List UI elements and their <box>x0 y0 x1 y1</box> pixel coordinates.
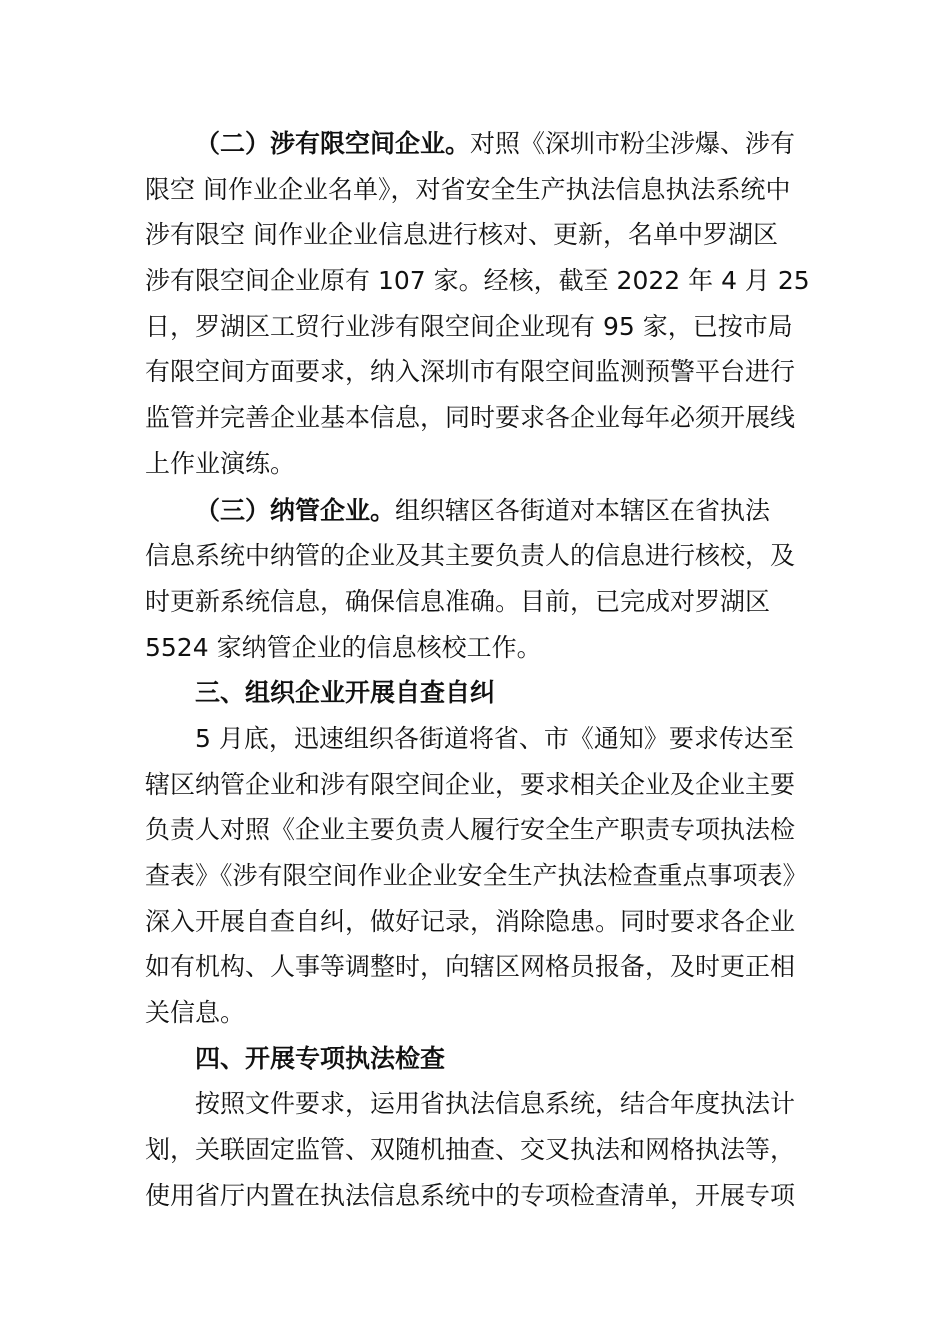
paragraph-line <box>145 762 815 808</box>
paragraph-line <box>145 853 815 899</box>
paragraph-text: 划，关联固定监管、双随机抽查、交叉执法和网格执法等， <box>145 1135 796 1164</box>
paragraph-text: 查表》《涉有限空间作业企业安全生产执法检查重点事项表》 <box>145 861 808 890</box>
paragraph-text: 深入开展自查自纠，做好记录，消除隐患。同时要求各企业 <box>145 907 796 936</box>
subheading-lead: （二）涉有限空间企业。 <box>195 129 471 158</box>
paragraph-line <box>145 625 815 671</box>
paragraph-line <box>145 212 815 258</box>
paragraph-line <box>145 395 815 441</box>
subheading-lead: （三）纳管企业。 <box>195 496 396 525</box>
paragraph-line <box>195 488 815 534</box>
paragraph-line <box>195 716 815 762</box>
paragraph-line <box>195 1081 815 1127</box>
paragraph-text: 5 月底，迅速组织各街道将省、市《通知》要求传达至 <box>195 724 794 753</box>
paragraph-text: 5524 家纳管企业的信息核校工作。 <box>145 633 542 662</box>
section-heading-text: 三、组织企业开展自查自纠 <box>195 678 496 707</box>
paragraph-text: 信息系统中纳管的企业及其主要负责人的信息进行核校，及 <box>145 541 796 570</box>
paragraph-line <box>145 899 815 945</box>
paragraph-line <box>145 533 815 579</box>
paragraph-line <box>145 1127 815 1173</box>
paragraph-line <box>145 258 815 304</box>
paragraph-text: 有限空间方面要求，纳入深圳市有限空间监测预警平台进行 <box>145 357 796 386</box>
section-heading-text: 四、开展专项执法检查 <box>195 1044 446 1073</box>
paragraph-text: 限空 间作业企业名单》，对省安全生产执法信息执法系统中 <box>145 175 791 204</box>
paragraph-line <box>145 579 815 625</box>
paragraph-line <box>145 807 815 853</box>
paragraph-text: 涉有限空间企业原有 107 家。经核，截至 2022 年 4 月 25 <box>145 266 810 295</box>
paragraph-text: 按照文件要求，运用省执法信息系统，结合年度执法计 <box>195 1089 796 1118</box>
paragraph-line <box>145 990 815 1036</box>
paragraph-line <box>145 441 815 487</box>
paragraph-text: 使用省厅内置在执法信息系统中的专项检查清单，开展专项 <box>145 1181 796 1210</box>
paragraph-line <box>145 304 815 350</box>
paragraph-text: 监管并完善企业基本信息，同时要求各企业每年必须开展线 <box>145 403 796 432</box>
section-heading <box>195 670 815 716</box>
paragraph-line <box>145 349 815 395</box>
paragraph-text: 如有机构、人事等调整时，向辖区网格员报备，及时更正相 <box>145 952 796 981</box>
paragraph-line <box>145 1173 815 1219</box>
paragraph-line <box>145 167 815 213</box>
paragraph-text: 对照《深圳市粉尘涉爆、涉有 <box>470 129 796 158</box>
paragraph-text: 时更新系统信息，确保信息准确。目前，已完成对罗湖区 <box>145 587 771 616</box>
paragraph-text: 上作业演练。 <box>145 449 296 478</box>
paragraph-text: 负责人对照《企业主要负责人履行安全生产职责专项执法检 <box>145 815 796 844</box>
paragraph-text: 日，罗湖区工贸行业涉有限空间企业现有 95 家，已按市局 <box>145 312 793 341</box>
section-heading <box>195 1036 815 1082</box>
paragraph-text: 辖区纳管企业和涉有限空间企业，要求相关企业及企业主要 <box>145 770 796 799</box>
paragraph-text: 涉有限空 间作业企业信息进行核对、更新，名单中罗湖区 <box>145 220 778 249</box>
paragraph-line <box>145 944 815 990</box>
paragraph-text: 关信息。 <box>145 998 246 1027</box>
paragraph-line <box>195 121 815 167</box>
paragraph-text: 组织辖区各街道对本辖区在省执法 <box>395 496 771 525</box>
